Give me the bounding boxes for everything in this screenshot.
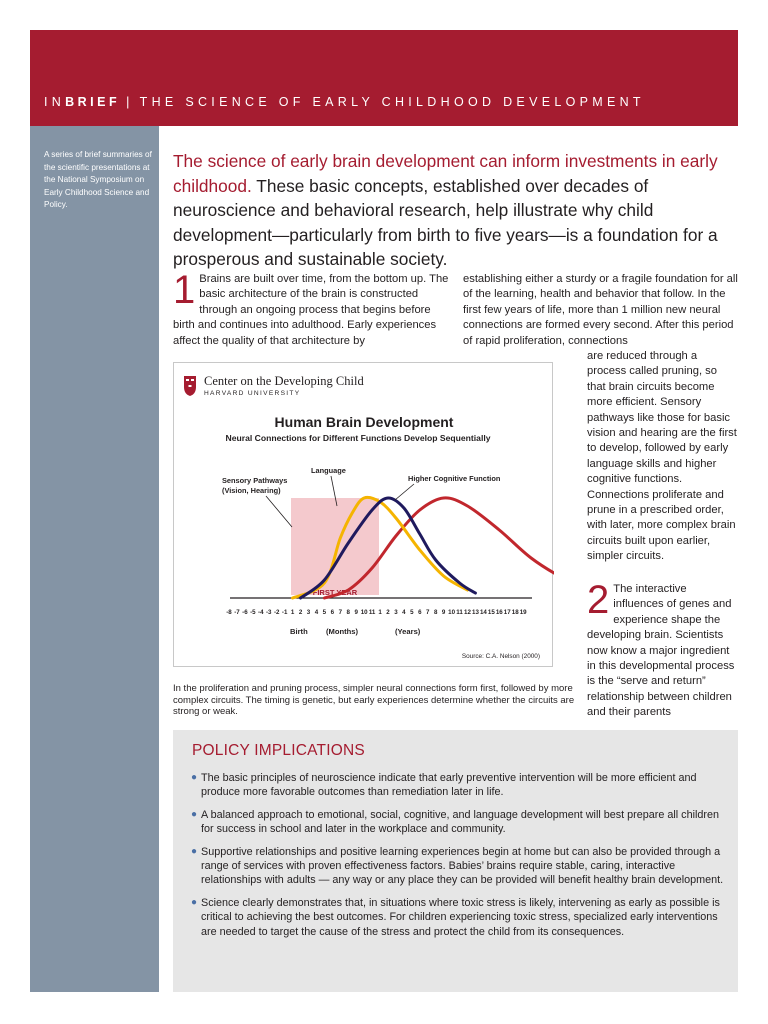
- x-tick-label: 8: [433, 609, 438, 616]
- x-tick-label: 2: [298, 609, 303, 616]
- masthead-title: INBRIEF | THE SCIENCE OF EARLY CHILDHOOD DEVELOPMENT: [44, 95, 645, 109]
- x-tick-label: -2: [273, 609, 280, 616]
- chart-title: Human Brain Development: [274, 414, 454, 430]
- sidebar-description: A series of brief summaries of the scientific presentations at the National Symposium on Early Childhood Science and Policy.: [44, 150, 152, 210]
- lead-rest: These basic concepts, established over decades of neuroscience and behavioral research, help illustrate why child development—particularly from birth to five years—is a foundation for a prosperous and sustainable society.: [173, 175, 718, 269]
- x-tick-label: 18: [511, 609, 519, 616]
- axis-label-years: (Years): [395, 627, 421, 636]
- x-tick-label: 7: [338, 609, 343, 616]
- x-tick-label: 10: [448, 609, 456, 616]
- policy-implications-box: [173, 730, 738, 992]
- chart-subtitle: Neural Connections for Different Functions Develop Sequentially: [225, 433, 491, 443]
- x-tick-label: 2: [386, 609, 390, 616]
- org-subtitle: HARVARD UNIVERSITY: [204, 390, 301, 397]
- x-tick-label: 9: [354, 609, 358, 616]
- x-tick-label: -4: [258, 609, 264, 616]
- lead-accent: The science of early brain development can inform investments in early childhood.: [173, 151, 718, 196]
- sidebar: [30, 126, 159, 992]
- x-tick-label: -6: [242, 609, 248, 616]
- bullet-icon: ●: [191, 896, 198, 908]
- label-language: Language: [311, 466, 346, 475]
- x-tick-label: 3: [306, 609, 311, 616]
- x-tick-label: 6: [418, 609, 422, 616]
- policy-item: ● Science clearly demonstrates that, in situations where toxic stress is likely, intervening as early as possible is critical to achieving the best outcomes. For children experiencing toxic stress, specialized early interventions are needed to target the cause of the stress and protect the child from its consequences.: [191, 896, 720, 938]
- bullet-icon: ●: [191, 772, 198, 783]
- x-tick-label: 13: [472, 609, 479, 616]
- chart-source: Source: C.A. Nelson (2000): [461, 653, 540, 660]
- x-tick-label: 5: [322, 609, 327, 616]
- x-tick-label: 1: [378, 609, 382, 616]
- x-tick-label: -1: [281, 609, 288, 616]
- point-2-number: 2: [587, 578, 610, 622]
- x-tick-label: 4: [314, 609, 319, 616]
- x-tick-label: 16: [495, 609, 503, 616]
- pointer-sensory: [266, 496, 292, 527]
- x-tick-label: 5: [410, 609, 414, 616]
- x-tick-label: 10: [360, 609, 368, 616]
- x-tick-label: 11: [456, 609, 463, 616]
- x-tick-label: -3: [265, 609, 272, 616]
- x-tick-label: 1: [290, 609, 295, 616]
- x-tick-label: 7: [426, 609, 430, 616]
- x-tick-label: 4: [402, 609, 406, 616]
- bullet-icon: ●: [191, 845, 198, 857]
- policy-list: [191, 771, 726, 947]
- first-year-label: FIRST YEAR: [312, 588, 358, 597]
- lead-paragraph: [173, 149, 733, 272]
- x-tick-label: -8: [226, 609, 232, 616]
- x-tick-label: -7: [234, 609, 240, 616]
- label-sensory-2: (Vision, Hearing): [222, 486, 281, 495]
- x-tick-label: -5: [250, 609, 256, 616]
- label-sensory-1: Sensory Pathways: [222, 476, 288, 485]
- pointer-higher-cognitive: [395, 484, 414, 500]
- bullet-icon: ●: [191, 808, 198, 820]
- x-tick-label: 11: [368, 609, 376, 616]
- x-tick-label: 19: [519, 609, 527, 616]
- point-2: [587, 578, 738, 721]
- point-1-text-a: Brains are built over time, from the bottom up. The basic architecture of the brain is constructed through an ongoing process that begins before birth and continues into adulthood. Early experiences affect the quality of that architecture by: [173, 273, 449, 347]
- header-band: [30, 30, 738, 126]
- x-tick-labels: [226, 609, 527, 616]
- policy-item: ● Supportive relationships and positive learning experiences begin at home but can also be provided through a range of services with proven effectiveness factors. Babies’ brains require stable, caring, interactive relationships with adults — any way or any place they can be provided will benefit healthy brain development.: [191, 845, 724, 887]
- point-1-column-c: are reduced through a process called pruning, so that brain circuits become more efficient. Sensory pathways like those for basic vision and hearing are the first to develop, followed by early language skills and higher cognitive functions. Connections proliferate and prune in a prescribed order, with later, more complex brain circuits built upon earlier, simpler circuits.: [587, 350, 737, 563]
- point-1-column-b: establishing either a sturdy or a fragile foundation for all of the learning, health and behavior that follow. In the first few years of life, more than 1 million new neural connections are formed every second. After this period of rapid proliferation, connections: [463, 273, 738, 347]
- x-tick-label: 15: [487, 609, 495, 616]
- chart-caption: In the proliferation and pruning process, simpler neural connections form first, followed by more complex circuits. The timing is genetic, but early experiences determine whether the circuits are strong or weak.: [173, 683, 575, 718]
- chart-svg: [174, 363, 554, 668]
- first-year-highlight: [291, 498, 379, 595]
- x-tick-label: 14: [479, 609, 487, 616]
- point-1-number: 1: [173, 268, 196, 312]
- x-tick-label: 3: [394, 609, 398, 616]
- point-1-column-a: [173, 268, 451, 349]
- policy-item: ● The basic principles of neuroscience indicate that early preventive intervention will be more efficient and produce more favorable outcomes than remediation later in life.: [191, 772, 697, 799]
- label-higher-cognitive: Higher Cognitive Function: [408, 474, 501, 483]
- axis-label-birth: Birth: [290, 627, 308, 636]
- brain-development-chart: [173, 362, 553, 667]
- x-tick-label: 12: [464, 609, 471, 616]
- x-tick-label: 8: [346, 609, 350, 616]
- org-name: Center on the Developing Child: [204, 374, 364, 388]
- x-tick-label: 6: [330, 609, 335, 616]
- x-tick-label: 17: [503, 609, 511, 616]
- axis-label-months: (Months): [326, 627, 359, 636]
- harvard-shield-icon: [184, 376, 196, 396]
- policy-item: ● A balanced approach to emotional, social, cognitive, and language development will best prepare all children for success in school and later in the workplace and community.: [191, 808, 719, 836]
- point-2-text: The interactive influences of genes and experience shape the developing brain. Scientists now know a major ingredient in this developmental process is the “serve and return” relationship between children and their parents: [587, 583, 735, 719]
- x-tick-label: 9: [441, 609, 446, 616]
- policy-title: POLICY IMPLICATIONS: [192, 742, 365, 759]
